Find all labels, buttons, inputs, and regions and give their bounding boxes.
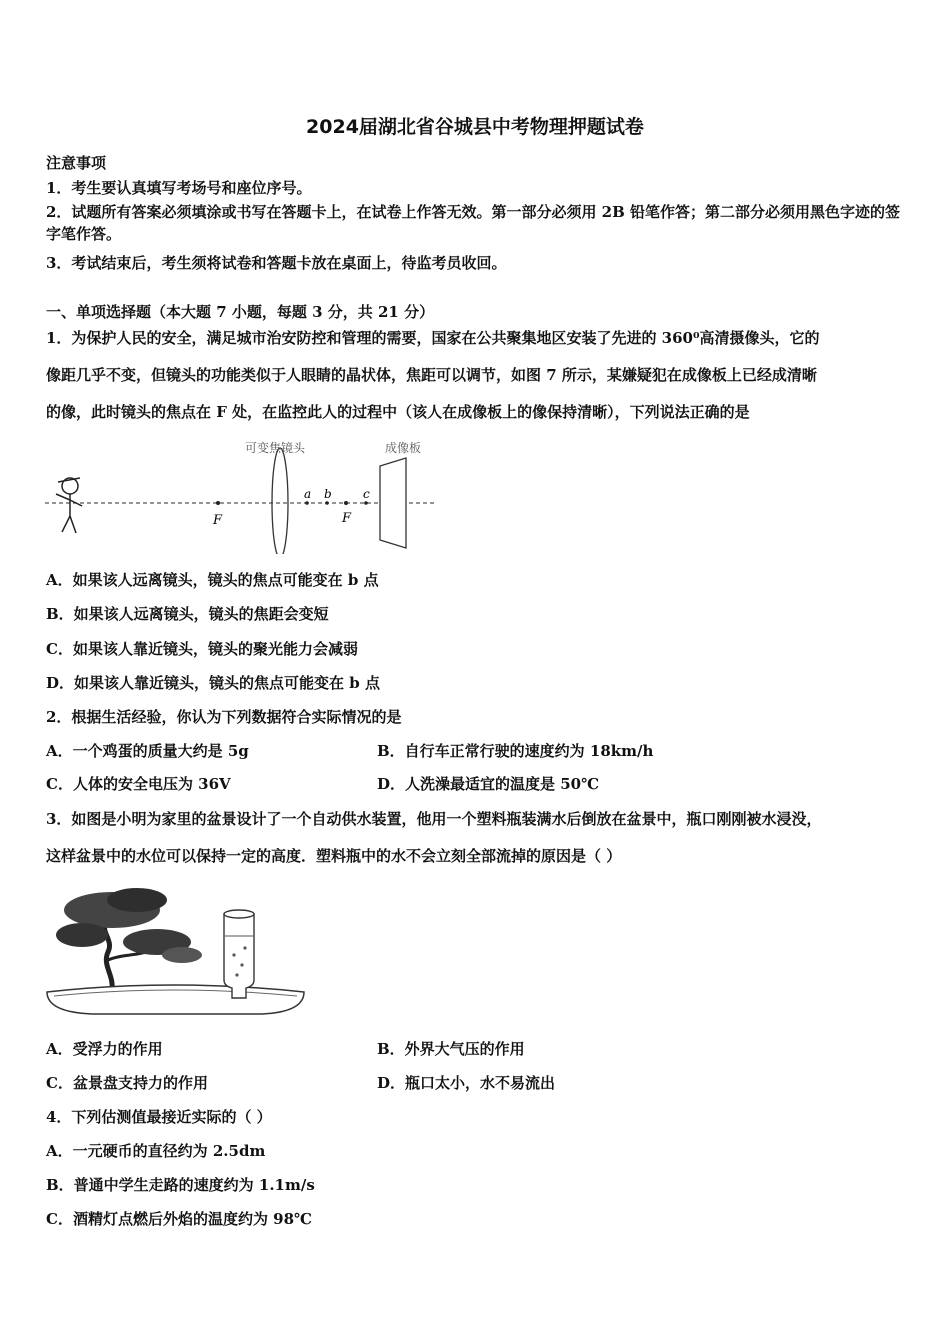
q3-option-a: A．受浮力的作用 (46, 1040, 163, 1058)
q2-option-d: D．人洗澡最适宜的温度是 50℃ (377, 775, 600, 793)
q4-option-a: A．一元硬币的直径约为 2.5dm (46, 1142, 266, 1160)
bonsai-tree-icon (56, 888, 202, 990)
q3-bonsai-figure (42, 880, 312, 1020)
q1-line-1: 1．为保护人民的安全，满足城市治安防控和管理的需要，国家在公共聚集地区安装了先进的 360⁰高清摄像头，它的 (46, 329, 820, 347)
q1-option-b: B．如果该人远离镜头，镜头的焦距会变短 (46, 605, 329, 623)
q4-option-b: B．普通中学生走路的速度约为 1.1m/s (46, 1176, 315, 1194)
notice-item-2: 2．试题所有答案必须填涂或书写在答题卡上，在试卷上作答无效。第一部分必须用 2B 铅笔作答；第二部分必须用黑色字迹的签字笔作答。 (46, 203, 901, 243)
q4-option-c: C．酒精灯点燃后外焰的温度约为 98℃ (46, 1210, 313, 1228)
q2-stem: 2．根据生活经验，你认为下列数据符合实际情况的是 (46, 708, 402, 726)
label-f-right: F (342, 511, 352, 526)
inverted-bottle-icon (224, 910, 254, 998)
person-icon (56, 478, 82, 533)
lens-label: 可变焦镜头 (245, 441, 306, 455)
q1-line-3: 的像，此时镜头的焦点在 F 处，在监控此人的过程中（该人在成像板上的像保持清晰），下列说法正确的是 (46, 403, 750, 421)
q2-option-c: C．人体的安全电压为 36V (46, 775, 231, 793)
q1-option-d: D．如果该人靠近镜头，镜头的焦点可能变在 b 点 (46, 674, 380, 692)
q3-option-d: D．瓶口太小，水不易流出 (377, 1074, 556, 1092)
q4-stem: 4．下列估测值最接近实际的（ ） (46, 1108, 272, 1126)
q1-option-c: C．如果该人靠近镜头，镜头的聚光能力会减弱 (46, 640, 358, 658)
label-a: a (304, 487, 312, 501)
q3-line-2: 这样盆景中的水位可以保持一定的高度．塑料瓶中的水不会立刻全部流掉的原因是（ ） (46, 847, 622, 865)
notice-heading: 注意事项 (46, 154, 107, 172)
page-title: 2024届湖北省谷城县中考物理押题试卷 (306, 116, 644, 138)
screen-label: 成像板 (385, 441, 422, 455)
q2-option-b: B．自行车正常行驶的速度约为 18km/h (377, 742, 654, 760)
imaging-board (380, 458, 406, 548)
q3-line-1: 3．如图是小明为家里的盆景设计了一个自动供水装置，他用一个塑料瓶装满水后倒放在盆景中，瓶口刚刚被水浸没， (46, 810, 822, 828)
q1-option-a: A．如果该人远离镜头，镜头的焦点可能变在 b 点 (46, 571, 379, 589)
q1-optics-figure (40, 436, 440, 554)
point-c (364, 501, 368, 505)
label-b: b (324, 487, 332, 501)
label-c: c (363, 487, 370, 501)
label-f-left: F (213, 513, 223, 528)
point-b (325, 501, 329, 505)
bonsai-tray (47, 985, 304, 1014)
point-a (305, 501, 309, 505)
focus-point-right (344, 501, 348, 505)
q3-option-b: B．外界大气压的作用 (377, 1040, 525, 1058)
notice-item-1: 1．考生要认真填写考场号和座位序号。 (46, 179, 312, 197)
focus-point-left (216, 501, 220, 505)
q3-option-c: C．盆景盘支持力的作用 (46, 1074, 208, 1092)
section-heading: 一、单项选择题（本大题 7 小题，每题 3 分，共 21 分） (46, 303, 435, 321)
notice-item-3: 3．考试结束后，考生须将试卷和答题卡放在桌面上，待监考员收回。 (46, 254, 507, 272)
q2-option-a: A．一个鸡蛋的质量大约是 5g (46, 742, 249, 760)
variable-focus-lens (272, 448, 288, 554)
q1-line-2: 像距几乎不变，但镜头的功能类似于人眼睛的晶状体，焦距可以调节，如图 7 所示，某嫌疑犯在成像板上已经成清晰 (46, 366, 817, 384)
